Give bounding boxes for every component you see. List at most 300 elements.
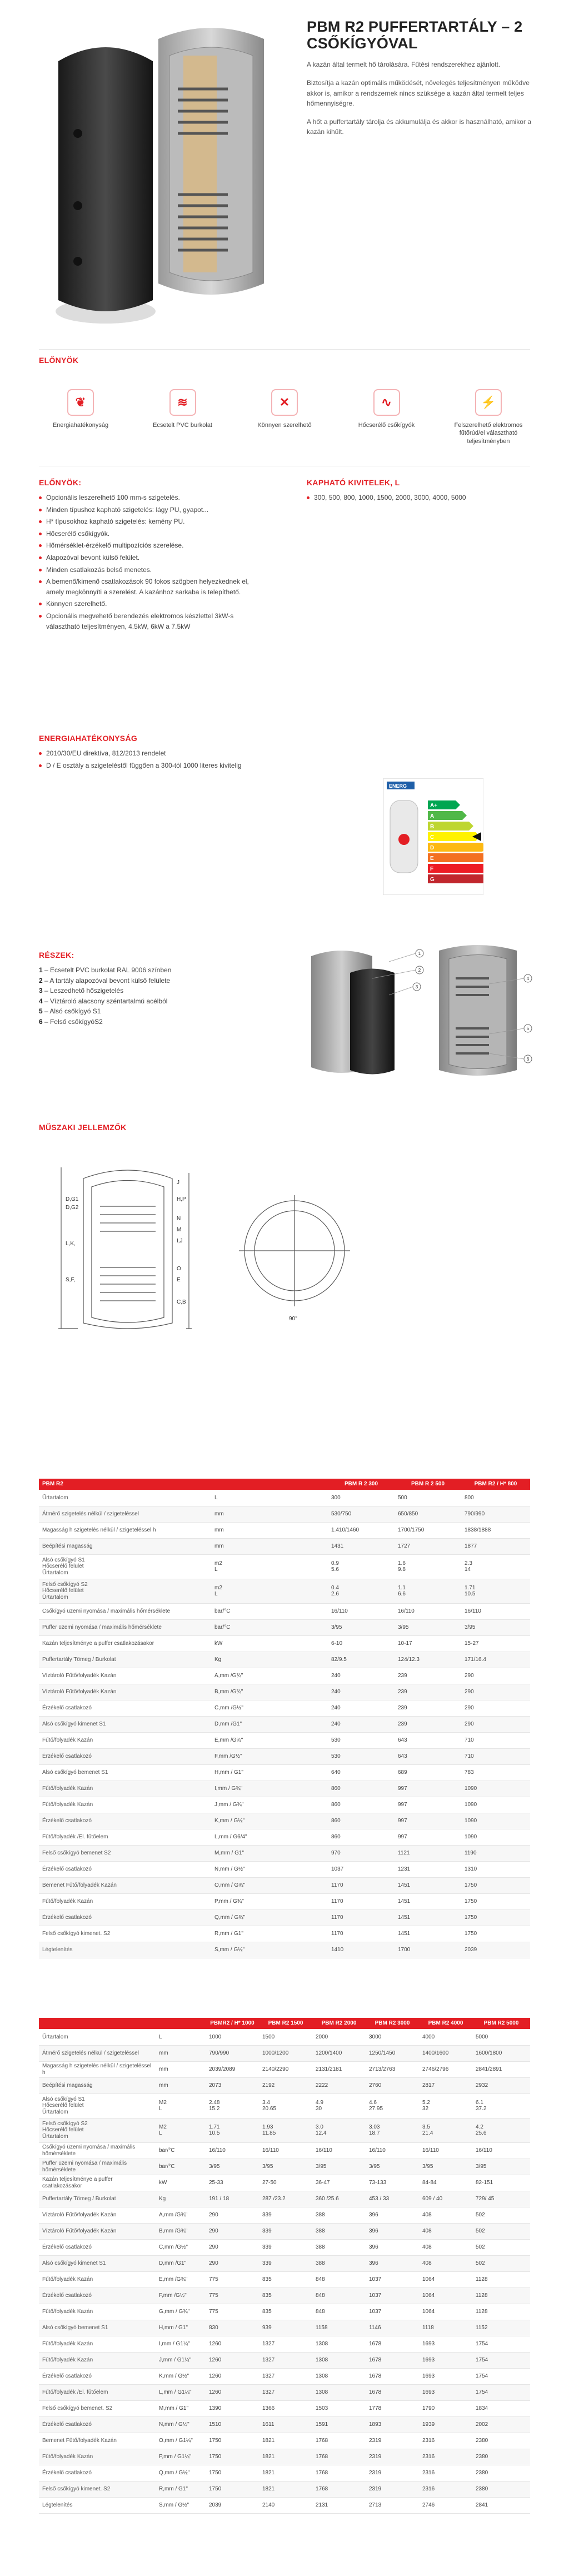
table-cell: bar/°C xyxy=(211,1619,278,1635)
table-cell: bar/°C xyxy=(156,2142,206,2159)
table-cell: 1750 xyxy=(461,1909,530,1926)
table-cell: 408 xyxy=(419,2255,472,2271)
table-cell: 5000 xyxy=(472,2029,530,2045)
advantages-list-section xyxy=(39,478,261,633)
table-row xyxy=(39,2118,530,2142)
table-cell: 2131 xyxy=(312,2497,366,2513)
table-cell: 2746 xyxy=(419,2497,472,2513)
table-cell: 339 xyxy=(259,2223,312,2239)
table-cell: 3000 xyxy=(366,2029,419,2045)
table-cell: D,mm /G1" xyxy=(156,2255,206,2271)
table-row xyxy=(39,1700,530,1716)
table-header-cell xyxy=(211,1479,278,1490)
table-cell: 290 xyxy=(461,1684,530,1700)
table-cell: 2316 xyxy=(419,2449,472,2465)
list-item: Opcionális leszerelhető 100 mm-s szigetelés. xyxy=(39,493,261,503)
table-cell: N,mm / G½" xyxy=(156,2416,206,2433)
energy-class-label: A xyxy=(430,813,435,819)
table-cell xyxy=(278,1716,328,1732)
table-cell: 16/110 xyxy=(312,2142,366,2159)
table-cell xyxy=(278,1781,328,1797)
table-cell: Átmérő szigetelés nélkül / szigeteléssel xyxy=(39,1506,211,1522)
drawing-label: E xyxy=(177,1277,181,1283)
spec-table-1 xyxy=(39,1479,530,1958)
table-cell: R,mm / G1" xyxy=(156,2481,206,2497)
table-cell: 1754 xyxy=(472,2336,530,2352)
table-cell: G,mm / G¾" xyxy=(156,2304,206,2320)
table-row xyxy=(39,1748,530,1764)
table-cell: E,mm /G¾" xyxy=(211,1732,278,1748)
table-cell: 1700/1750 xyxy=(395,1522,461,1538)
table-cell: 3/95 xyxy=(328,1619,395,1635)
energy-list xyxy=(39,748,261,770)
table-row xyxy=(39,2320,530,2336)
energy-class-bar xyxy=(428,864,483,873)
table-cell: I,mm / G1¼" xyxy=(156,2336,206,2352)
table-cell: H,mm / G1" xyxy=(211,1764,278,1781)
energy-class-bar xyxy=(428,874,483,883)
table-cell: 650/850 xyxy=(395,1506,461,1522)
table-cell: Légtelenítés xyxy=(39,2497,156,2513)
table-cell xyxy=(278,1652,328,1668)
table-cell: kW xyxy=(211,1635,278,1652)
table-cell: 1778 xyxy=(366,2400,419,2416)
table-row xyxy=(39,1619,530,1635)
table-cell: F,mm /G½" xyxy=(211,1748,278,1764)
table-row xyxy=(39,2271,530,2287)
list-item: 2010/30/EU direktíva, 812/2013 rendelet xyxy=(39,748,261,759)
table-header-cell: PBM R2 1500 xyxy=(259,2018,312,2029)
table-cell: 1308 xyxy=(312,2368,366,2384)
drawing-label: C,B xyxy=(177,1299,186,1305)
energy-class-label: C xyxy=(430,834,435,841)
table-cell: 2932 xyxy=(472,2077,530,2093)
table-cell xyxy=(278,1635,328,1652)
table-header-cell: PBM R2 2000 xyxy=(312,2018,366,2029)
energy-class-bar xyxy=(428,832,480,841)
table-cell: 2316 xyxy=(419,2433,472,2449)
list-item: 300, 500, 800, 1000, 1500, 2000, 3000, 4000, 5000 xyxy=(307,493,529,503)
energy-class-label: G xyxy=(430,877,435,883)
table-row xyxy=(39,1668,530,1684)
table-cell: 1750 xyxy=(461,1926,530,1942)
table-cell: Fűtő/folyadék Kazán xyxy=(39,1893,211,1909)
table-row xyxy=(39,2449,530,2465)
table-row xyxy=(39,1490,530,1506)
table-cell: 1750 xyxy=(461,1893,530,1909)
table-row xyxy=(39,2191,530,2207)
table-cell: 396 xyxy=(366,2255,419,2271)
table-cell: 1503 xyxy=(312,2400,366,2416)
table-cell: 997 xyxy=(395,1797,461,1813)
table-cell: 300 xyxy=(328,1490,395,1506)
table-cell: Magasság h szigetelés nélkül / szigeteléssel h xyxy=(39,2061,156,2077)
table-row xyxy=(39,2304,530,2320)
versions-section xyxy=(307,478,529,505)
table-cell: Beépítési magasság xyxy=(39,1538,211,1554)
table-cell: Puffer üzemi nyomása / maximális hőmérséklete xyxy=(39,1619,211,1635)
feature-item xyxy=(345,389,428,445)
table-cell xyxy=(278,1522,328,1538)
feature-item xyxy=(141,389,224,445)
drawing-label: L,K, xyxy=(66,1241,76,1247)
table-cell: 1.6 9.8 xyxy=(395,1554,461,1579)
table-cell: 1128 xyxy=(472,2304,530,2320)
coil-icon: ∿ xyxy=(373,389,400,416)
table-cell: Fűtő/folyadék Kazán xyxy=(39,2271,156,2287)
table-cell: 2140/2290 xyxy=(259,2061,312,2077)
table-cell: 1390 xyxy=(206,2400,259,2416)
table-cell: 1170 xyxy=(328,1909,395,1926)
table-cell: Érzékelő csatlakozó xyxy=(39,2287,156,2304)
table-cell: 1170 xyxy=(328,1893,395,1909)
table-cell: 530 xyxy=(328,1732,395,1748)
table-cell: 1170 xyxy=(328,1926,395,1942)
parts-heading: RÉSZEK: xyxy=(39,951,74,959)
table-cell: Csőkígyó üzemi nyomása / maximális hőmérséklete xyxy=(39,2142,156,2159)
table-cell: 3/95 xyxy=(312,2159,366,2175)
table-row xyxy=(39,1554,530,1579)
table-cell: 240 xyxy=(328,1716,395,1732)
table-cell: 1310 xyxy=(461,1861,530,1877)
table-cell: Felső csőkígyó kimenet. S2 xyxy=(39,1926,211,1942)
table-cell xyxy=(278,1579,328,1603)
table-cell: Fűtő/folyadék Kazán xyxy=(39,1732,211,1748)
table-cell: 290 xyxy=(461,1700,530,1716)
table-cell: 1.93 11.85 xyxy=(259,2118,312,2142)
list-item: Minden típushoz kapható szigetelés: lágy PU, gyapot... xyxy=(39,505,261,515)
energy-heading: ENERGIAHATÉKONYSÁG xyxy=(39,734,138,743)
table-row xyxy=(39,2416,530,2433)
table-cell: 2222 xyxy=(312,2077,366,2093)
table-cell: 775 xyxy=(206,2304,259,2320)
list-item: Minden csatlakozás belső menetes. xyxy=(39,565,261,575)
layers-icon: ≋ xyxy=(169,389,196,416)
table-cell: Víztároló Fűtő/folyadék Kazán xyxy=(39,1668,211,1684)
list-item: 6 – Felső csőkígyóS2 xyxy=(39,1017,103,1026)
table-row xyxy=(39,1635,530,1652)
table-cell: 2841/2891 xyxy=(472,2061,530,2077)
list-item: Hőcserélő csőkígyók. xyxy=(39,529,261,539)
table-cell: 848 xyxy=(312,2271,366,2287)
table-cell: 997 xyxy=(395,1781,461,1797)
table-cell: 339 xyxy=(259,2207,312,2223)
table-cell: 1678 xyxy=(366,2352,419,2368)
list-item: Opcionális megvehető berendezés elektromos készlettel 3kW-s választható teljesítményen, 4.5kW, 6kW a 7.5kW xyxy=(39,611,261,631)
table-cell: 1250/1450 xyxy=(366,2045,419,2061)
table-header-cell: PBM R2 3000 xyxy=(366,2018,419,2029)
table-cell: 1308 xyxy=(312,2336,366,2352)
table-row xyxy=(39,2239,530,2255)
table-cell: L xyxy=(156,2029,206,2045)
table-row xyxy=(39,1845,530,1861)
table-row xyxy=(39,1506,530,1522)
table-cell: 2000 xyxy=(312,2029,366,2045)
table-cell: Csőkígyó üzemi nyomása / maximális hőmérséklete xyxy=(39,1603,211,1619)
table-cell: M,mm / G1" xyxy=(211,1845,278,1861)
table-cell: 2817 xyxy=(419,2077,472,2093)
technical-drawing xyxy=(39,1162,372,1340)
table-cell: 2319 xyxy=(366,2465,419,2481)
table-cell: Érzékelő csatlakozó xyxy=(39,1813,211,1829)
table-row xyxy=(39,2368,530,2384)
table-cell: 2039 xyxy=(206,2497,259,2513)
table-cell: 1431 xyxy=(328,1538,395,1554)
table-cell: I,mm / G¾" xyxy=(211,1781,278,1797)
table-row xyxy=(39,1522,530,1538)
table-cell: 1821 xyxy=(259,2449,312,2465)
table-cell: 408 xyxy=(419,2207,472,2223)
table-cell: 1.410/1460 xyxy=(328,1522,395,1538)
table-cell: 290 xyxy=(461,1668,530,1684)
list-item: 1 – Ecsetelt PVC burkolat RAL 9006 színben xyxy=(39,966,172,974)
table-row xyxy=(39,2223,530,2239)
table-cell: 2380 xyxy=(472,2465,530,2481)
table-cell: K,mm / G½" xyxy=(211,1813,278,1829)
table-cell xyxy=(278,1764,328,1781)
table-row xyxy=(39,1909,530,1926)
table-cell: 1400/1600 xyxy=(419,2045,472,2061)
table-cell xyxy=(278,1813,328,1829)
table-cell xyxy=(278,1909,328,1926)
table-cell: 290 xyxy=(206,2223,259,2239)
table-cell: Magasság h szigetelés nélkül / szigeteléssel h xyxy=(39,1522,211,1538)
table-cell: 1877 xyxy=(461,1538,530,1554)
table-cell: Felső csőkígyó kimenet. S2 xyxy=(39,2481,156,2497)
table-cell: 3.4 20.65 xyxy=(259,2093,312,2118)
table-row xyxy=(39,1797,530,1813)
table-cell: 240 xyxy=(328,1700,395,1716)
table-cell: 16/110 xyxy=(419,2142,472,2159)
table-cell: Átmérő szigetelés nélkül / szigeteléssel xyxy=(39,2045,156,2061)
table-cell: 10-17 xyxy=(395,1635,461,1652)
table-cell: 2192 xyxy=(259,2077,312,2093)
table-cell: 3/95 xyxy=(461,1619,530,1635)
table-cell: 1893 xyxy=(366,2416,419,2433)
table-cell: 1821 xyxy=(259,2433,312,2449)
list-item: H* típusokhoz kapható szigetelés: kemény PU. xyxy=(39,516,261,527)
table-cell: Bemenet Fűtő/folyadék Kazán xyxy=(39,2433,156,2449)
table-cell: 1308 xyxy=(312,2352,366,2368)
table-cell: Kazán teljesítménye a puffer csatlakozásakor xyxy=(39,1635,211,1652)
table-cell: 2039/2089 xyxy=(206,2061,259,2077)
table-cell: L,mm / G6/4" xyxy=(211,1829,278,1845)
table-cell: Alsó csőkígyó kimenet S1 xyxy=(39,2255,156,2271)
table-cell: D,mm /G1" xyxy=(211,1716,278,1732)
table-header-cell xyxy=(39,2018,156,2029)
table-cell: 2841 xyxy=(472,2497,530,2513)
table-cell: 171/16.4 xyxy=(461,1652,530,1668)
table-cell: 775 xyxy=(206,2271,259,2287)
table-cell: 502 xyxy=(472,2255,530,2271)
table-cell: A,mm /G¾" xyxy=(156,2207,206,2223)
table-cell: 1121 xyxy=(395,1845,461,1861)
table-cell: mm xyxy=(156,2077,206,2093)
table-cell: 710 xyxy=(461,1732,530,1748)
table-cell: J,mm / G1¼" xyxy=(156,2352,206,2368)
table-row xyxy=(39,1603,530,1619)
table-cell: Q,mm / G¾" xyxy=(211,1909,278,1926)
table-cell: 408 xyxy=(419,2223,472,2239)
table-cell: 783 xyxy=(461,1764,530,1781)
table-cell xyxy=(278,1619,328,1635)
table-cell: 1451 xyxy=(395,1909,461,1926)
table-cell: 1693 xyxy=(419,2336,472,2352)
table-row xyxy=(39,2255,530,2271)
table-cell: 5.2 32 xyxy=(419,2093,472,2118)
table-row xyxy=(39,2207,530,2223)
table-cell: mm xyxy=(156,2045,206,2061)
list-item: 3 – Leszedhető hőszigetelés xyxy=(39,987,124,995)
table-cell: 1090 xyxy=(461,1797,530,1813)
table-cell: Kg xyxy=(211,1652,278,1668)
table-cell: 408 xyxy=(419,2239,472,2255)
table-cell: 1591 xyxy=(312,2416,366,2433)
table-cell: O,mm / G1¼" xyxy=(156,2433,206,2449)
table-cell: 16/110 xyxy=(461,1603,530,1619)
table-cell: 1600/1800 xyxy=(472,2045,530,2061)
table-cell xyxy=(278,1684,328,1700)
table-cell: mm xyxy=(211,1506,278,1522)
table-cell: mm xyxy=(156,2061,206,2077)
table-cell: Fűtő/folyadék Kazán xyxy=(39,2352,156,2368)
table-cell: 790/990 xyxy=(461,1506,530,1522)
table-cell xyxy=(278,1926,328,1942)
table-cell: 3/95 xyxy=(206,2159,259,2175)
table-cell: L,mm / G1¼" xyxy=(156,2384,206,2400)
table-cell: 25-33 xyxy=(206,2175,259,2191)
table-row xyxy=(39,2093,530,2118)
table-row xyxy=(39,1781,530,1797)
table-cell: 1727 xyxy=(395,1538,461,1554)
drawing-label: 90° xyxy=(289,1316,298,1322)
table-cell: 860 xyxy=(328,1797,395,1813)
table-cell: Víztároló Fűtő/folyadék Kazán xyxy=(39,2207,156,2223)
table-cell: 1939 xyxy=(419,2416,472,2433)
table-cell: C,mm /G½" xyxy=(156,2239,206,2255)
table-cell: 2760 xyxy=(366,2077,419,2093)
table-cell: Alsó csőkígyó bemenet S1 xyxy=(39,2320,156,2336)
table-cell: 790/990 xyxy=(206,2045,259,2061)
table-cell: Érzékelő csatlakozó xyxy=(39,1861,211,1877)
table-cell: 1170 xyxy=(328,1877,395,1893)
table-row xyxy=(39,1579,530,1603)
table-cell: A,mm /G¾" xyxy=(211,1668,278,1684)
list-item: 4 – Víztároló alacsony széntartalmú acélból xyxy=(39,997,168,1005)
drawing-label: N xyxy=(177,1216,181,1222)
callout-number: 3 xyxy=(415,984,418,989)
table-cell: 396 xyxy=(366,2223,419,2239)
table-cell: 1754 xyxy=(472,2384,530,2400)
table-cell: P,mm / G¾" xyxy=(211,1893,278,1909)
table-cell: Alsó csőkígyó S1 Hőcserélő felület Űrtartalom xyxy=(39,2093,156,2118)
divider xyxy=(39,349,530,350)
list-item: Könnyen szerelhető. xyxy=(39,599,261,609)
table-cell: mm xyxy=(211,1522,278,1538)
table-cell: 1037 xyxy=(366,2304,419,2320)
table-cell: F,mm /G½" xyxy=(156,2287,206,2304)
table-cell: 290 xyxy=(206,2255,259,2271)
table-cell: 970 xyxy=(328,1845,395,1861)
table-cell: M,mm / G1" xyxy=(156,2400,206,2416)
table-cell: 1090 xyxy=(461,1781,530,1797)
table-header-cell: PBM R2 xyxy=(39,1479,211,1490)
advantages-list xyxy=(39,493,261,631)
table-cell: 1146 xyxy=(366,2320,419,2336)
table-cell: 36-47 xyxy=(312,2175,366,2191)
table-row xyxy=(39,1829,530,1845)
drawing-label: D,G1 xyxy=(66,1196,79,1202)
table-cell: 1750 xyxy=(206,2449,259,2465)
table-cell xyxy=(278,1845,328,1861)
table-cell: 1327 xyxy=(259,2352,312,2368)
table-cell: 1693 xyxy=(419,2352,472,2368)
table-row xyxy=(39,1684,530,1700)
table-header-cell: PBM R2 4000 xyxy=(419,2018,472,2029)
table-cell: 3/95 xyxy=(259,2159,312,2175)
table-cell: 860 xyxy=(328,1829,395,1845)
table-cell: Alsó csőkígyó kimenet S1 xyxy=(39,1716,211,1732)
table-cell: 643 xyxy=(395,1748,461,1764)
feature-label: Ecsetelt PVC burkolat xyxy=(153,422,212,429)
table-header-cell xyxy=(156,2018,206,2029)
hero-section xyxy=(0,0,569,334)
feature-item xyxy=(39,389,122,445)
table-cell: 27-50 xyxy=(259,2175,312,2191)
table-cell: 1790 xyxy=(419,2400,472,2416)
table-cell: 1327 xyxy=(259,2368,312,2384)
table-cell: 124/12.3 xyxy=(395,1652,461,1668)
table-cell: 835 xyxy=(259,2304,312,2320)
table-cell: M2 L xyxy=(156,2118,206,2142)
table-cell: 3.03 18.7 xyxy=(366,2118,419,2142)
table-cell: 530/750 xyxy=(328,1506,395,1522)
callout-number: 5 xyxy=(526,1026,530,1031)
table-row xyxy=(39,2287,530,2304)
table-cell: 1000 xyxy=(206,2029,259,2045)
table-cell: 1037 xyxy=(366,2287,419,2304)
table-cell: Q,mm / G½" xyxy=(156,2465,206,2481)
table-row xyxy=(39,1861,530,1877)
table-cell xyxy=(278,1668,328,1684)
technical-heading: MŰSZAKI JELLEMZŐK xyxy=(39,1123,127,1132)
table-cell: 396 xyxy=(366,2239,419,2255)
table-cell: Űrtartalom xyxy=(39,2029,156,2045)
table-cell: 73-133 xyxy=(366,2175,419,2191)
energy-class-label: B xyxy=(430,824,435,830)
table-cell: 1700 xyxy=(395,1942,461,1958)
table-header-cell: PBM R2 5000 xyxy=(472,2018,530,2029)
page-title: PBM R2 PUFFERTARTÁLY – 2 CSŐKÍGYÓVAL xyxy=(307,18,523,52)
table-cell: 860 xyxy=(328,1781,395,1797)
table-cell: R,mm / G1" xyxy=(211,1926,278,1942)
drawing-label: J xyxy=(177,1180,179,1186)
drawing-label: M xyxy=(177,1227,182,1233)
table-cell: 453 / 33 xyxy=(366,2191,419,2207)
table-cell: 4.6 27.95 xyxy=(366,2093,419,2118)
table-cell: 2073 xyxy=(206,2077,259,2093)
table-cell: mm xyxy=(211,1538,278,1554)
table-cell: 1064 xyxy=(419,2271,472,2287)
energy-section xyxy=(39,734,261,772)
table-cell: 1090 xyxy=(461,1813,530,1829)
table-cell xyxy=(278,1797,328,1813)
table-cell: 1750 xyxy=(206,2433,259,2449)
table-cell: 191 / 18 xyxy=(206,2191,259,2207)
table-cell: 1.1 6.6 xyxy=(395,1579,461,1603)
versions-heading: KAPHATÓ KIVITELEK, L xyxy=(307,478,400,487)
table-cell: 939 xyxy=(259,2320,312,2336)
